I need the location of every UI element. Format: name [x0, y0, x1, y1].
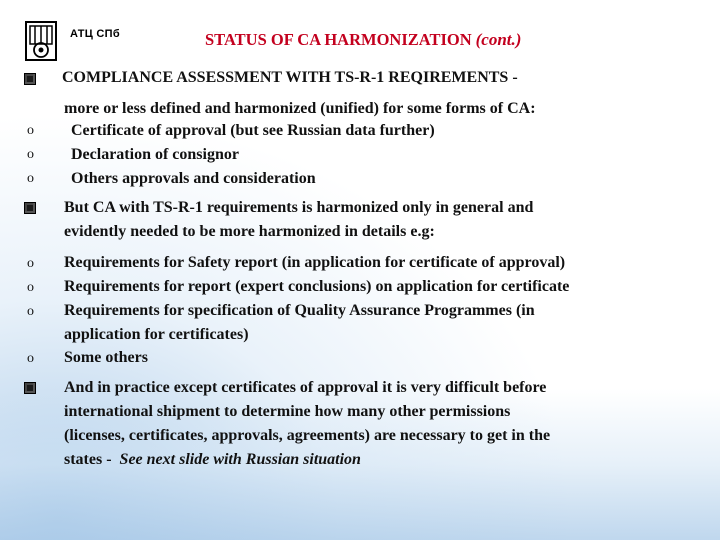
checkbox-bullet-icon	[24, 73, 36, 85]
q3-line1: And in practice except certificates of approval it is very difficult before	[64, 379, 547, 396]
title-text: STATUS OF CA HARMONIZATION	[205, 30, 472, 49]
o6-line2: application for certificates)	[64, 326, 249, 343]
q3-line4	[64, 450, 361, 470]
o3-text: Others approvals and consideration	[71, 170, 316, 187]
q3-line3: (licenses, certificates, approvals, agreements) are necessary to get in the	[64, 427, 551, 444]
q3-line4-normal: states -	[64, 451, 112, 468]
o2-text: Declaration of consignor	[71, 146, 239, 163]
circle-bullet-icon: o	[27, 171, 34, 186]
q3-line2: international shipment to determine how many other permissions	[64, 403, 511, 420]
o4-text: Requirements for Safety report (in application for certificate of approval)	[64, 254, 566, 271]
circle-bullet-icon: o	[27, 280, 34, 295]
checkbox-bullet-icon	[24, 382, 36, 394]
circle-bullet-icon: o	[27, 304, 34, 319]
q2-line1: But CA with TS-R-1 requirements is harmonized only in general and	[64, 199, 534, 216]
o1-text: Certificate of approval (but see Russian data further)	[71, 122, 435, 139]
title-suffix: (cont.)	[475, 30, 522, 49]
q2-line2: evidently needed to be more harmonized in details e.g:	[64, 223, 435, 240]
circle-bullet-icon: o	[27, 351, 34, 366]
org-label: АТЦ СПб	[70, 28, 120, 40]
circle-bullet-icon: o	[27, 147, 34, 162]
o7-text: Some others	[64, 349, 148, 366]
o5-text: Requirements for report (expert conclusions) on application for certificate	[64, 278, 570, 295]
atc-spb-logo-icon	[24, 20, 58, 62]
circle-bullet-icon: o	[27, 256, 34, 271]
o6-line1: Requirements for specification of Quality Assurance Programmes (in	[64, 302, 535, 319]
checkbox-bullet-icon	[24, 202, 36, 214]
q1-line1: COMPLIANCE ASSESSMENT WITH TS-R-1 REQIREMENTS -	[62, 69, 518, 86]
page-title	[205, 30, 521, 50]
circle-bullet-icon: o	[27, 123, 34, 138]
next-slide-reference: See next slide with Russian situation	[119, 451, 361, 468]
q1-line2: more or less defined and harmonized (unified) for some forms of CA:	[64, 100, 536, 117]
